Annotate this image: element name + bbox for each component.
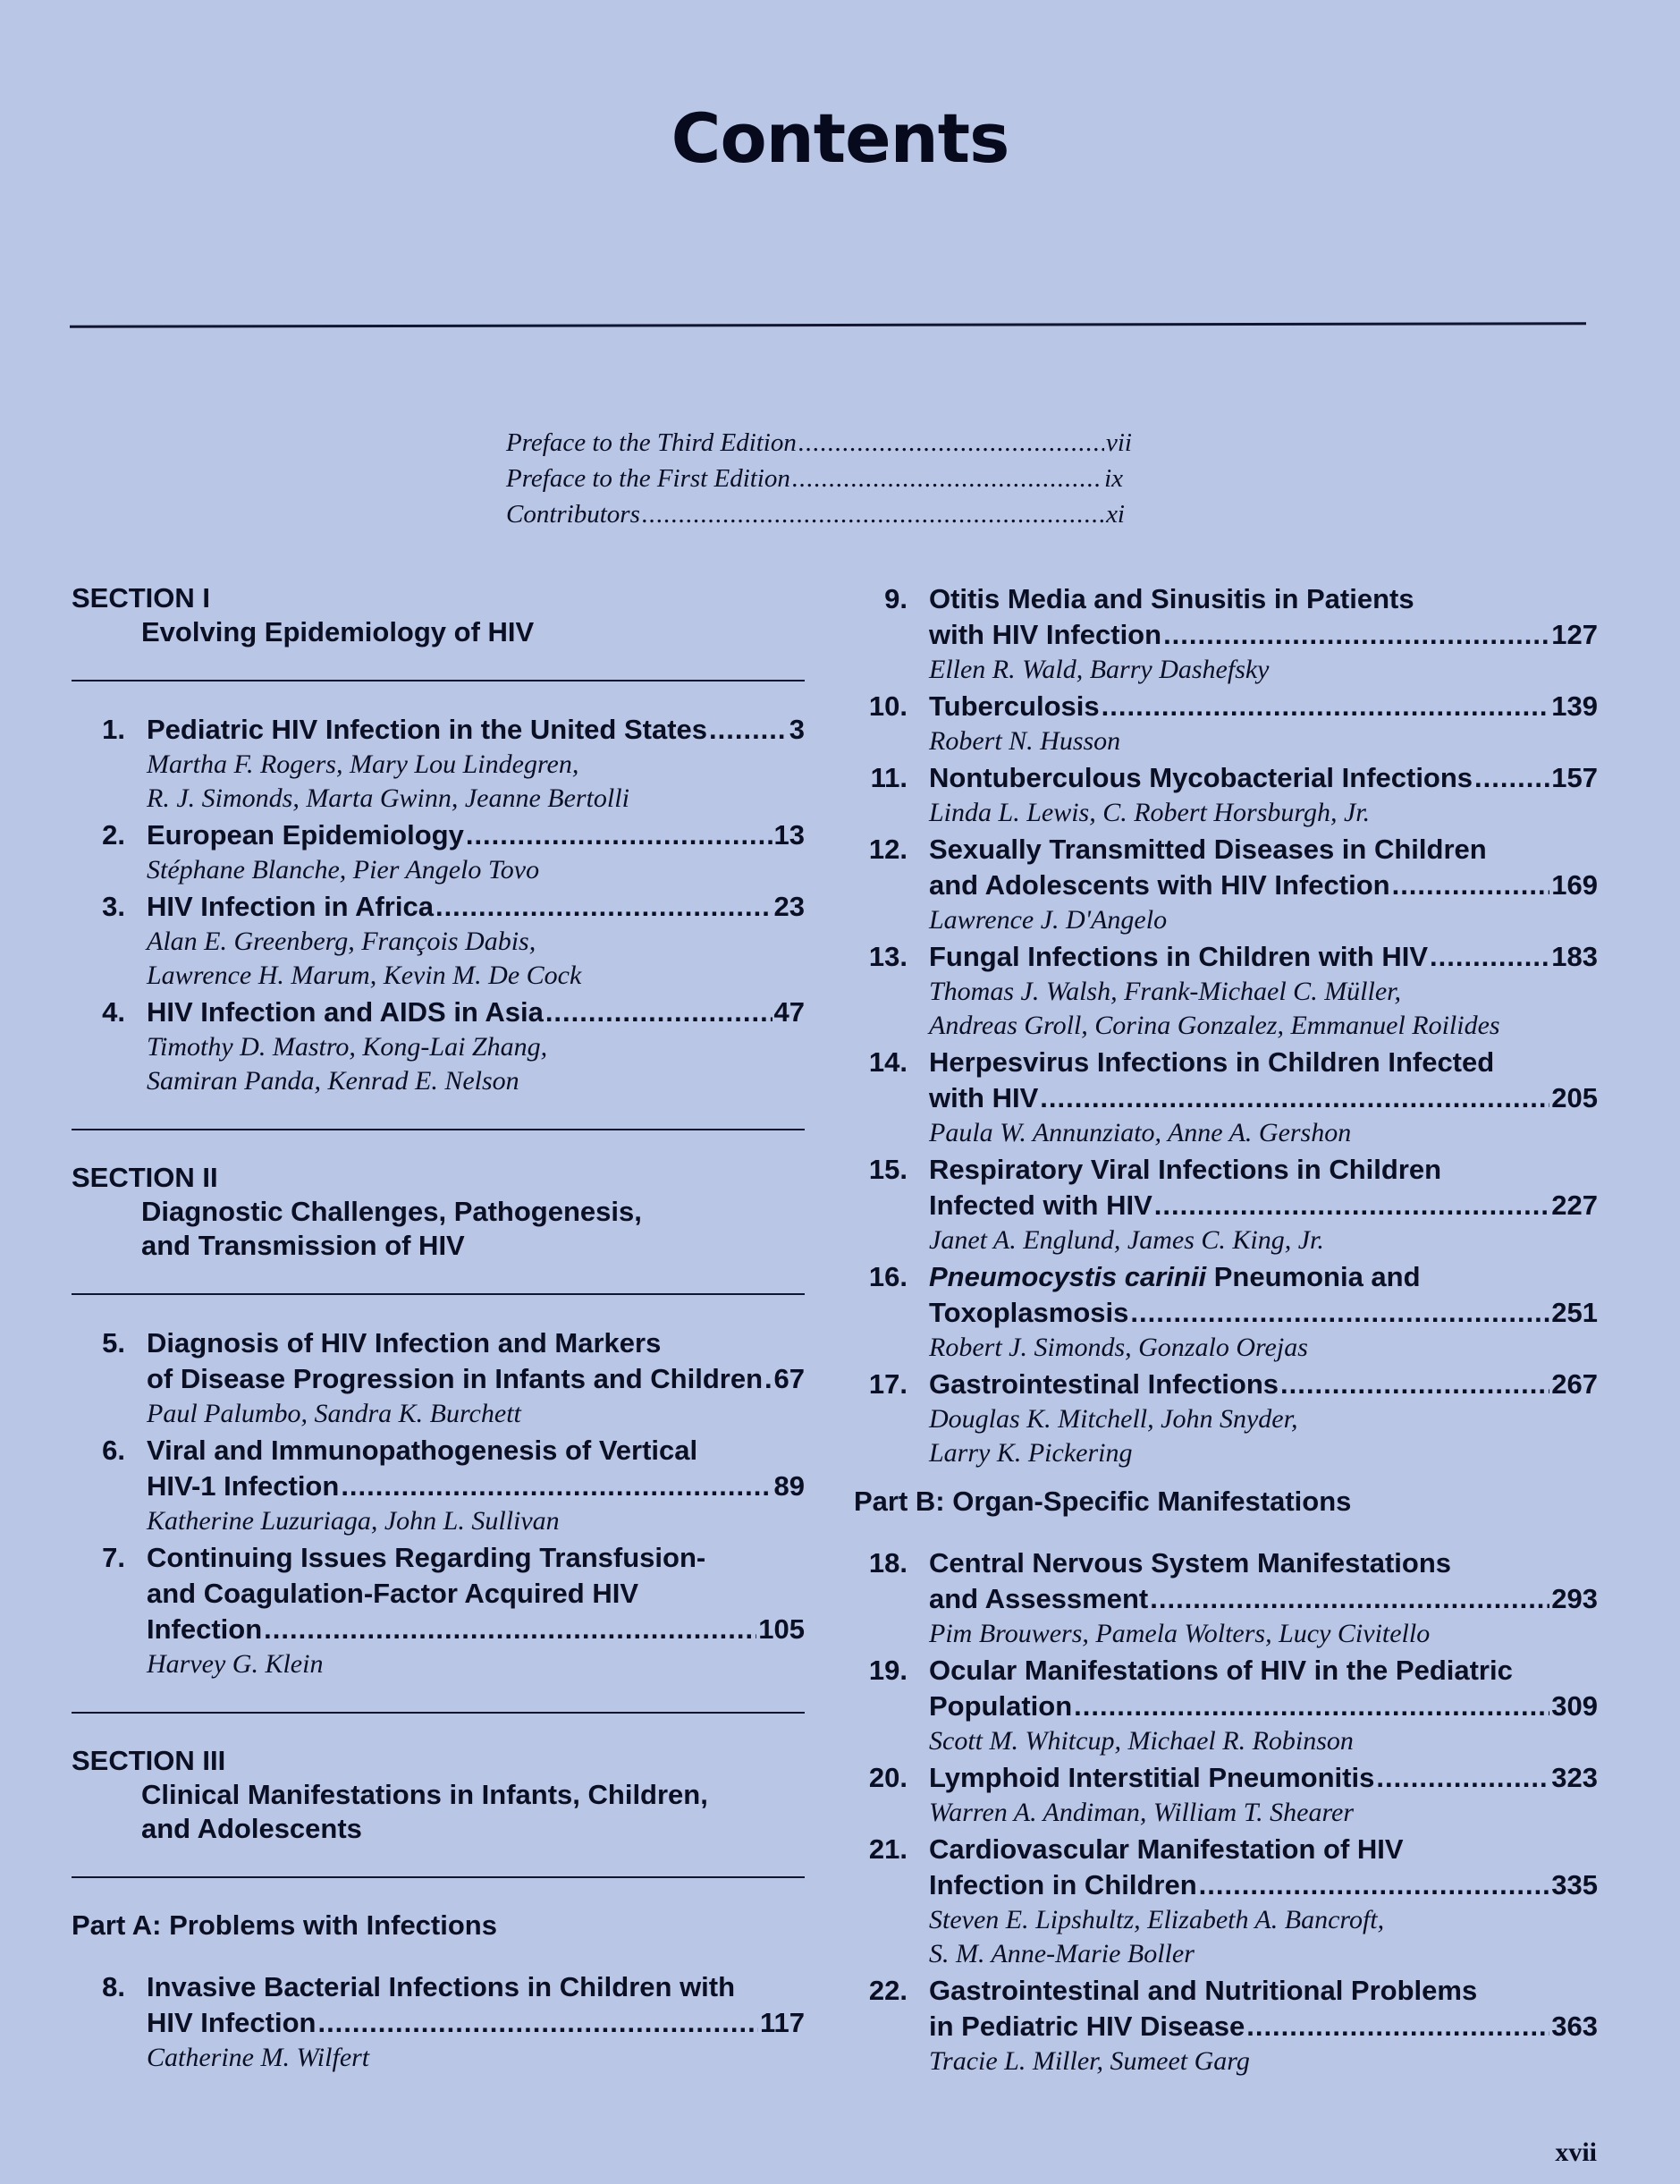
chapter-number: 6. xyxy=(102,1435,125,1466)
leader-dots xyxy=(642,496,1104,532)
chapter-title-line xyxy=(929,1867,1598,1903)
chapter-number: 10. xyxy=(868,690,908,722)
title-rule xyxy=(70,322,1586,328)
chapter-title-line: Central Nervous System Manifestations xyxy=(929,1547,1452,1579)
preface-page: ix xyxy=(1104,464,1123,493)
chapter-title-line xyxy=(929,1689,1598,1724)
chapter-title-line: Diagnosis of HIV Infection and Markers xyxy=(147,1327,662,1359)
chapter-title-line: Continuing Issues Regarding Transfusion- xyxy=(147,1542,706,1573)
chapter-authors: Tracie L. Miller, Sumeet Garg xyxy=(929,2046,1250,2076)
chapter-title-line: Pneumocystis carinii Pneumonia and xyxy=(929,1261,1421,1292)
preface-list xyxy=(506,425,1132,532)
chapter-number: 21. xyxy=(868,1833,908,1865)
chapter-title-line: Sexually Transmitted Diseases in Children xyxy=(929,834,1487,865)
chapter-title-line xyxy=(929,939,1598,975)
chapter-entry xyxy=(854,689,1598,758)
chapter-title: and Assessment xyxy=(929,1583,1149,1614)
chapter-title-line xyxy=(929,760,1598,796)
chapter-page: 363 xyxy=(1551,2010,1598,2042)
preface-title: Preface to the Third Edition xyxy=(506,428,797,457)
chapter-page: 139 xyxy=(1551,690,1598,722)
chapter-authors: Catherine M. Wilfert xyxy=(147,2043,370,2072)
leader-dots xyxy=(466,817,772,853)
chapter-authors: Robert J. Simonds, Gonzalo Orejas xyxy=(929,1333,1308,1362)
chapter-authors: Lawrence J. D'Angelo xyxy=(929,905,1168,935)
chapter-title-line xyxy=(929,1295,1598,1331)
chapter-authors: Douglas K. Mitchell, John Snyder, xyxy=(929,1404,1298,1434)
preface-title: Contributors xyxy=(506,500,640,529)
chapter-authors: Linda L. Lewis, C. Robert Horsburgh, Jr. xyxy=(929,798,1371,827)
chapter-authors: Janet A. Englund, James C. King, Jr. xyxy=(929,1225,1324,1255)
chapter-entry xyxy=(72,1540,805,1681)
chapter-page: 293 xyxy=(1551,1583,1598,1614)
chapter-title: Pediatric HIV Infection in the United States xyxy=(147,714,707,745)
chapter-entry xyxy=(854,832,1598,937)
chapter-page: 23 xyxy=(773,891,805,922)
preface-entry xyxy=(506,461,1123,496)
chapter-title-italic: Pneumocystis carinii xyxy=(929,1261,1207,1292)
chapter-title: HIV Infection in Africa xyxy=(147,891,434,922)
leader-dots xyxy=(1163,617,1549,653)
leader-dots xyxy=(1130,1295,1549,1331)
chapter-authors: Katherine Luzuriaga, John L. Sullivan xyxy=(147,1506,560,1536)
chapter-page: 105 xyxy=(758,1613,805,1645)
leader-dots xyxy=(1474,760,1549,796)
chapter-entry xyxy=(854,581,1598,687)
chapter-title: Infection in Children xyxy=(929,1869,1197,1900)
chapter-title-line xyxy=(929,1080,1598,1116)
chapter-number: 14. xyxy=(868,1046,908,1078)
chapter-page: 183 xyxy=(1551,941,1598,972)
chapter-title: with HIV Infection xyxy=(929,619,1162,650)
chapter-number: 17. xyxy=(868,1368,908,1400)
chapter-authors: R. J. Simonds, Marta Gwinn, Jeanne Bertolli xyxy=(147,783,629,813)
leader-dots xyxy=(1102,689,1550,724)
chapter-entry xyxy=(72,889,805,993)
chapter-title-line xyxy=(147,2005,805,2041)
page-number: xvii xyxy=(1555,2137,1597,2167)
chapter-title-line xyxy=(929,1760,1598,1796)
chapter-page: 309 xyxy=(1551,1690,1598,1722)
chapter-title-line xyxy=(929,1581,1598,1617)
chapter-entry xyxy=(854,1653,1598,1758)
chapter-entry xyxy=(854,760,1598,830)
section-heading xyxy=(72,581,805,649)
leader-dots xyxy=(1199,1867,1550,1903)
chapter-title: Tuberculosis xyxy=(929,690,1100,722)
chapter-authors: S. M. Anne-Marie Boller xyxy=(929,1939,1195,1968)
chapter-title-line xyxy=(147,1469,805,1504)
chapter-authors: Larry K. Pickering xyxy=(929,1438,1133,1468)
chapter-authors: Scott M. Whitcup, Michael R. Robinson xyxy=(929,1726,1354,1756)
chapter-title: Population xyxy=(929,1690,1073,1722)
chapter-page: 205 xyxy=(1551,1082,1598,1113)
chapter-entry xyxy=(854,1045,1598,1150)
chapter-authors: Timothy D. Mastro, Kong-Lai Zhang, xyxy=(147,1032,548,1062)
chapter-title: HIV Infection xyxy=(147,2007,317,2038)
leader-dots xyxy=(1392,868,1550,903)
chapter-title: Lymphoid Interstitial Pneumonitis xyxy=(929,1762,1375,1793)
chapter-number: 11. xyxy=(870,762,908,793)
chapter-entry xyxy=(854,939,1598,1043)
chapter-number: 2. xyxy=(102,819,125,851)
preface-title: Preface to the First Edition xyxy=(506,464,790,493)
leader-dots xyxy=(1040,1080,1549,1116)
chapter-number: 13. xyxy=(868,941,908,972)
chapter-authors: Samiran Panda, Kenrad E. Nelson xyxy=(147,1066,519,1096)
preface-page: vii xyxy=(1106,428,1132,457)
part-heading: Part A: Problems with Infections xyxy=(72,1909,497,1941)
chapter-number: 3. xyxy=(102,891,125,922)
chapter-page: 157 xyxy=(1551,762,1598,793)
chapter-title-line: Ocular Manifestations of HIV in the Pediatric xyxy=(929,1655,1513,1686)
chapter-title-line: Otitis Media and Sinusitis in Patients xyxy=(929,583,1414,614)
section-rule xyxy=(72,680,805,681)
chapter-entry xyxy=(854,1367,1598,1470)
preface-entry xyxy=(506,425,1132,461)
chapter-authors: Ellen R. Wald, Barry Dashefsky xyxy=(929,655,1270,684)
section-rule xyxy=(72,1129,805,1130)
chapter-page: 251 xyxy=(1551,1297,1598,1328)
chapter-authors: Martha F. Rogers, Mary Lou Lindegren, xyxy=(147,749,579,779)
chapter-title-line xyxy=(147,995,805,1030)
chapter-title-line: Herpesvirus Infections in Children Infected xyxy=(929,1046,1495,1078)
chapter-entry xyxy=(854,1760,1598,1830)
chapter-entry xyxy=(854,1259,1598,1365)
chapter-page: 117 xyxy=(759,2007,805,2038)
section-title: Evolving Epidemiology of HIV xyxy=(141,616,535,648)
chapter-title-line xyxy=(147,712,805,748)
chapter-page: 169 xyxy=(1551,869,1598,901)
chapter-title-line: Viral and Immunopathogenesis of Vertical xyxy=(147,1435,698,1466)
chapter-number: 20. xyxy=(868,1762,908,1793)
leader-dots xyxy=(264,1612,756,1647)
chapter-title: HIV-1 Infection xyxy=(147,1470,340,1502)
chapter-page: 67 xyxy=(773,1363,805,1394)
chapter-number: 1. xyxy=(102,714,125,745)
chapter-page: 127 xyxy=(1551,619,1598,650)
chapter-entry xyxy=(72,1325,805,1431)
section-title: Clinical Manifestations in Infants, Children, and Adolescents xyxy=(141,1779,708,1844)
chapter-authors: Thomas J. Walsh, Frank-Michael C. Müller, xyxy=(929,977,1402,1006)
leader-dots xyxy=(341,1469,772,1504)
chapter-title-line xyxy=(147,1612,805,1647)
chapter-title-line: and Coagulation-Factor Acquired HIV xyxy=(147,1578,638,1609)
chapter-page: 3 xyxy=(789,714,805,745)
chapter-authors: Lawrence H. Marum, Kevin M. De Cock xyxy=(147,961,582,990)
chapter-entry xyxy=(854,1832,1598,1971)
chapter-authors: Robert N. Husson xyxy=(929,726,1121,756)
section-rule xyxy=(72,1293,805,1295)
chapter-title-line xyxy=(929,1188,1598,1223)
chapter-number: 12. xyxy=(868,834,908,865)
chapter-authors: Pim Brouwers, Pamela Wolters, Lucy Civitello xyxy=(929,1619,1431,1648)
chapter-title: in Pediatric HIV Disease xyxy=(929,2010,1245,2042)
chapter-number: 19. xyxy=(868,1655,908,1686)
contents-left-column xyxy=(72,581,805,2077)
chapter-title-line: Respiratory Viral Infections in Children xyxy=(929,1154,1442,1185)
chapter-number: 8. xyxy=(102,1971,125,2002)
leader-dots xyxy=(435,889,772,925)
chapter-title: and Adolescents with HIV Infection xyxy=(929,869,1390,901)
leader-dots xyxy=(1154,1188,1550,1223)
preface-page: xi xyxy=(1106,500,1125,529)
chapter-title: with HIV xyxy=(929,1082,1039,1113)
chapter-title-line: Invasive Bacterial Infections in Children with xyxy=(147,1971,736,2002)
section-heading xyxy=(72,1744,805,1846)
chapter-entry xyxy=(72,995,805,1098)
chapter-entry xyxy=(854,1545,1598,1651)
section-label: SECTION I xyxy=(72,582,211,614)
chapter-authors: Paul Palumbo, Sandra K. Burchett xyxy=(147,1399,521,1428)
chapter-title: Infection xyxy=(147,1613,263,1645)
chapter-title-line: Gastrointestinal and Nutritional Problems xyxy=(929,1975,1478,2006)
chapter-number: 5. xyxy=(102,1327,125,1359)
chapter-title-line xyxy=(147,889,805,925)
section-label: SECTION III xyxy=(72,1745,226,1776)
chapter-page: 47 xyxy=(773,996,805,1028)
leader-dots xyxy=(798,425,1104,461)
chapter-authors: Andreas Groll, Corina Gonzalez, Emmanuel Roilides xyxy=(929,1011,1500,1040)
chapter-number: 16. xyxy=(868,1261,908,1292)
chapter-number: 18. xyxy=(868,1547,908,1579)
chapter-authors: Alan E. Greenberg, François Dabis, xyxy=(147,927,536,956)
part-heading: Part B: Organ-Specific Manifestations xyxy=(854,1486,1352,1517)
chapter-title-line xyxy=(929,868,1598,903)
chapter-entry xyxy=(854,1973,1598,2078)
chapter-entry xyxy=(854,1152,1598,1257)
preface-entry xyxy=(506,496,1125,532)
chapter-title: Toxoplasmosis xyxy=(929,1297,1129,1328)
leader-dots xyxy=(1074,1689,1549,1724)
chapter-title: Infected with HIV xyxy=(929,1189,1152,1221)
chapter-number: 22. xyxy=(868,1975,908,2006)
leader-dots xyxy=(764,1361,772,1397)
section-rule xyxy=(72,1712,805,1714)
leader-dots xyxy=(1246,2009,1549,2044)
leader-dots xyxy=(1280,1367,1549,1402)
chapter-number: 9. xyxy=(884,583,908,614)
chapter-page: 227 xyxy=(1551,1189,1598,1221)
chapter-page: 323 xyxy=(1551,1762,1598,1793)
chapter-entry xyxy=(72,1969,805,2075)
chapter-title-line xyxy=(929,1367,1598,1402)
leader-dots xyxy=(709,712,788,748)
chapter-entry xyxy=(72,1433,805,1538)
chapter-title: HIV Infection and AIDS in Asia xyxy=(147,996,544,1028)
chapter-title-line: Cardiovascular Manifestation of HIV xyxy=(929,1833,1404,1865)
section-label: SECTION II xyxy=(72,1162,218,1193)
chapter-entry xyxy=(72,817,805,887)
chapter-number: 15. xyxy=(868,1154,908,1185)
chapter-page: 89 xyxy=(773,1470,805,1502)
chapter-entry xyxy=(72,712,805,816)
chapter-title: Nontuberculous Mycobacterial Infections xyxy=(929,762,1473,793)
leader-dots xyxy=(1150,1581,1549,1617)
chapter-title: of Disease Progression in Infants and Children xyxy=(147,1363,764,1394)
chapter-authors: Steven E. Lipshultz, Elizabeth A. Bancroft, xyxy=(929,1905,1385,1934)
leader-dots xyxy=(792,461,1102,496)
leader-dots xyxy=(545,995,772,1030)
leader-dots xyxy=(1376,1760,1549,1796)
chapter-title-line xyxy=(929,689,1598,724)
chapter-title-line xyxy=(147,1361,805,1397)
chapter-title: Fungal Infections in Children with HIV xyxy=(929,941,1428,972)
section-heading xyxy=(72,1161,805,1263)
chapter-page: 267 xyxy=(1551,1368,1598,1400)
leader-dots xyxy=(317,2005,758,2041)
section-title: Diagnostic Challenges, Pathogenesis, and Transmission of HIV xyxy=(141,1196,642,1261)
chapter-authors: Paula W. Annunziato, Anne A. Gershon xyxy=(929,1118,1352,1147)
page-title: Contents xyxy=(671,98,1009,178)
chapter-authors: Warren A. Andiman, William T. Shearer xyxy=(929,1798,1355,1827)
chapter-title: Gastrointestinal Infections xyxy=(929,1368,1279,1400)
chapter-authors: Stéphane Blanche, Pier Angelo Tovo xyxy=(147,855,540,885)
chapter-number: 7. xyxy=(102,1542,125,1573)
leader-dots xyxy=(1430,939,1549,975)
chapter-title-line xyxy=(147,817,805,853)
chapter-page: 13 xyxy=(773,819,805,851)
chapter-title-line xyxy=(929,2009,1598,2044)
section-rule xyxy=(72,1876,805,1878)
chapter-page: 335 xyxy=(1551,1869,1598,1900)
chapter-title-line xyxy=(929,617,1598,653)
contents-right-column xyxy=(854,581,1598,2080)
chapter-authors: Harvey G. Klein xyxy=(147,1649,324,1679)
chapter-title: European Epidemiology xyxy=(147,819,464,851)
chapter-number: 4. xyxy=(102,996,125,1028)
